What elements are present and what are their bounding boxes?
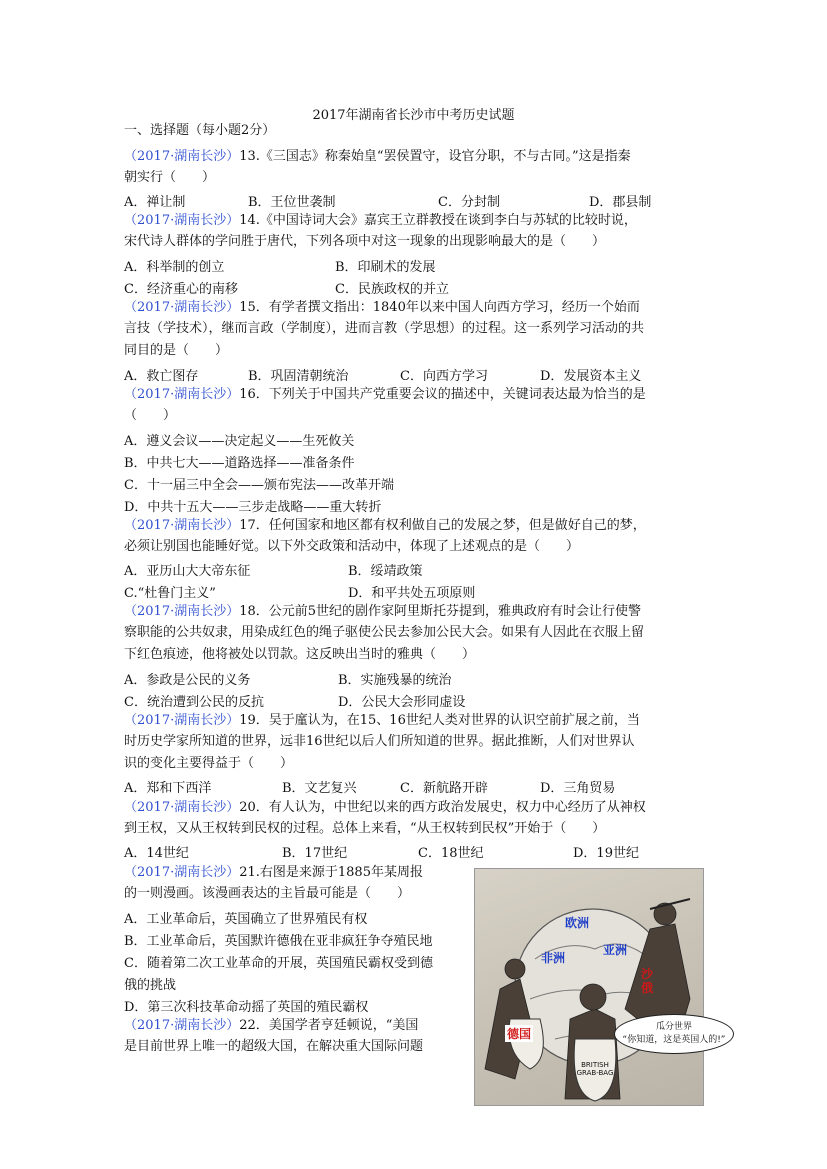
q20-option-a: A．14世纪 (124, 846, 189, 861)
q18-option-c: C．统治遭到公民的反抗 (124, 695, 264, 710)
q19-cont1: 时历史学家所知道的世界，远非16世纪以后人们所知道的世界。据此推断，人们对世界认 (124, 734, 635, 749)
q16-option-a: A．遵义会议——决定起义——生死攸关 (124, 434, 355, 449)
bubble-line-1: 瓜分世界 (655, 1022, 692, 1032)
q18-option-d: D．公民大会形同虚设 (338, 695, 466, 710)
q20-option-b: B．17世纪 (282, 846, 348, 861)
q21: （2017·湖南长沙）21.右图是来源于1885年某周报 (124, 865, 423, 880)
q16-option-d: D．中共十五大——三步走战略——重大转折 (124, 500, 382, 515)
q14: （2017·湖南长沙）14.《中国诗词大会》嘉宾王立群教授在谈到李白与苏轼的比较时说， (124, 213, 637, 228)
q17-option-b: B．绥靖政策 (348, 564, 423, 579)
source-tag: （2017·湖南长沙） (124, 713, 240, 728)
q15-cont2: 同目的是（ ） (124, 343, 229, 358)
q15-option-a: A．救亡图存 (124, 369, 199, 384)
q14-option-d: C．民族政权的并立 (335, 282, 449, 297)
grab-bag-label: BRITISH GRAB-BAG (576, 1061, 614, 1077)
source-tag: （2017·湖南长沙） (124, 865, 240, 880)
section-heading: 一、选择题（每小题2分） (124, 123, 276, 138)
q18-cont1: 察职能的公共奴隶，用染成红色的绳子驱使公民去参加公民大会。如果有人因此在衣服上留 (124, 625, 645, 640)
source-tag: （2017·湖南长沙） (124, 1018, 240, 1033)
source-tag: （2017·湖南长沙） (124, 518, 240, 533)
q19-option-a: A．郑和下西洋 (124, 781, 212, 796)
q17-cont: 必须让别国也能睡好觉。以下外交政策和活动中，体现了上述观点的是（ ） (124, 539, 580, 554)
q19-cont2: 识的变化主要得益于（ ） (124, 756, 294, 771)
cartoon-image (474, 868, 704, 1106)
q21-option-b: B．工业革命后，英国默许德俄在亚非疯狂争夺殖民地 (124, 934, 433, 949)
q16-option-b: B．中共七大——道路选择——准备条件 (124, 456, 355, 471)
source-tag: （2017·湖南长沙） (124, 213, 240, 228)
q17-option-a: A．亚历山大大帝东征 (124, 564, 251, 579)
label-asia: 亚洲 (603, 943, 628, 957)
q19-option-b: B．文艺复兴 (282, 781, 357, 796)
q19-option-c: C．新航路开辟 (400, 781, 488, 796)
q20-cont: 到王权，又从王权转到民权的过程。总体上来看，“从王权转到民权”开始于（ ） (124, 821, 606, 836)
q13-option-d: D．郡县制 (589, 195, 652, 210)
q20: （2017·湖南长沙）20．有人认为，中世纪以来的西方政治发展史，权力中心经历了从神权 (124, 800, 646, 815)
q20-option-c: C．18世纪 (418, 846, 484, 861)
q16: （2017·湖南长沙）16．下列关于中国共产党重要会议的描述中，关键词表达最为恰当的是 (124, 387, 646, 402)
q20-option-d: D．19世纪 (573, 846, 639, 861)
q22-cont: 是目前世界上唯一的超级大国，在解决重大国际问题 (124, 1039, 424, 1054)
source-tag: （2017·湖南长沙） (124, 604, 240, 619)
q16-cont: （ ） (124, 408, 177, 423)
q21-cont: 的一则漫画。该漫画表达的主旨最可能是（ ） (124, 886, 411, 901)
q13: （2017·湖南长沙）13.《三国志》称秦始皇“罢侯置守，设官分职，不与古同。”这是指秦 (124, 149, 631, 164)
q14-cont: 宋代诗人群体的学问胜于唐代，下列各项中对这一现象的出现影响最大的是（ ） (124, 234, 606, 249)
q19: （2017·湖南长沙）19．吴于廑认为，在15、16世纪人类对世界的认识空前扩展之前，当 (124, 713, 640, 728)
q18-cont2: 下红色痕迹，他将被处以罚款。这反映出当时的雅典（ ） (124, 647, 476, 662)
q21-option-d: D．第三次科技革命动摇了英国的殖民霸权 (124, 1000, 369, 1015)
bubble-line-2: “你知道，这是英国人的!” (622, 1035, 726, 1045)
source-tag: （2017·湖南长沙） (124, 300, 240, 315)
q21-option-a: A．工业革命后，英国确立了世界殖民有权 (124, 912, 368, 927)
q13-cont: 朝实行（ ） (124, 170, 216, 185)
q17-option-c: C.“杜鲁门主义” (124, 586, 216, 601)
label-germany: 德国 (507, 1027, 532, 1041)
q15: （2017·湖南长沙）15．有学者撰文指出：1840年以来中国人向西方学习，经历一个始而 (124, 300, 640, 315)
q15-option-b: B．巩固清朝统治 (248, 369, 349, 384)
source-tag: （2017·湖南长沙） (124, 387, 240, 402)
label-europe: 欧洲 (565, 916, 590, 930)
page-title: 2017年湖南省长沙市中考历史试题 (312, 108, 515, 123)
q15-option-c: C．向西方学习 (400, 369, 488, 384)
q14-option-b: B．印刷术的发展 (335, 260, 436, 275)
q13-option-b: B．王位世袭制 (248, 195, 336, 210)
q19-option-d: D．三角贸易 (540, 781, 616, 796)
q15-option-d: D．发展资本主义 (540, 369, 642, 384)
q22: （2017·湖南长沙）22．美国学者亨廷顿说，“美国 (124, 1018, 419, 1033)
q17-option-d: D．和平共处五项原则 (348, 586, 476, 601)
q13-option-a: A．禅让制 (124, 195, 186, 210)
q14-option-a: A．科举制的创立 (124, 260, 225, 275)
q14-option-c: C．经济重心的南移 (124, 282, 238, 297)
q16-option-c: C．十一届三中全会——颁布宪法——改革开端 (124, 478, 394, 493)
q18-option-b: B．实施残暴的统治 (338, 673, 452, 688)
q13-option-c: C．分封制 (438, 195, 500, 210)
speech-bubble (614, 1014, 734, 1054)
label-africa: 非洲 (541, 951, 566, 965)
q17: （2017·湖南长沙）17．任何国家和地区都有权利做自己的发展之梦，但是做好自己的梦， (124, 518, 646, 533)
q21-option-c-cont: 俄的挑战 (124, 978, 177, 993)
label-russia: 沙俄 (641, 967, 654, 995)
source-tag: （2017·湖南长沙） (124, 800, 240, 815)
q15-cont1: 言技（学技术），继而言政（学制度），进而言教（学思想）的过程。这一系列学习活动的共 (124, 321, 645, 336)
q18: （2017·湖南长沙）18．公元前5世纪的剧作家阿里斯托芬提到，雅典政府有时会让行使警 (124, 604, 642, 619)
q18-option-a: A．参政是公民的义务 (124, 673, 251, 688)
q21-option-c: C．随着第二次工业革命的开展，英国殖民霸权受到德 (124, 956, 433, 971)
source-tag: （2017·湖南长沙） (124, 149, 240, 164)
